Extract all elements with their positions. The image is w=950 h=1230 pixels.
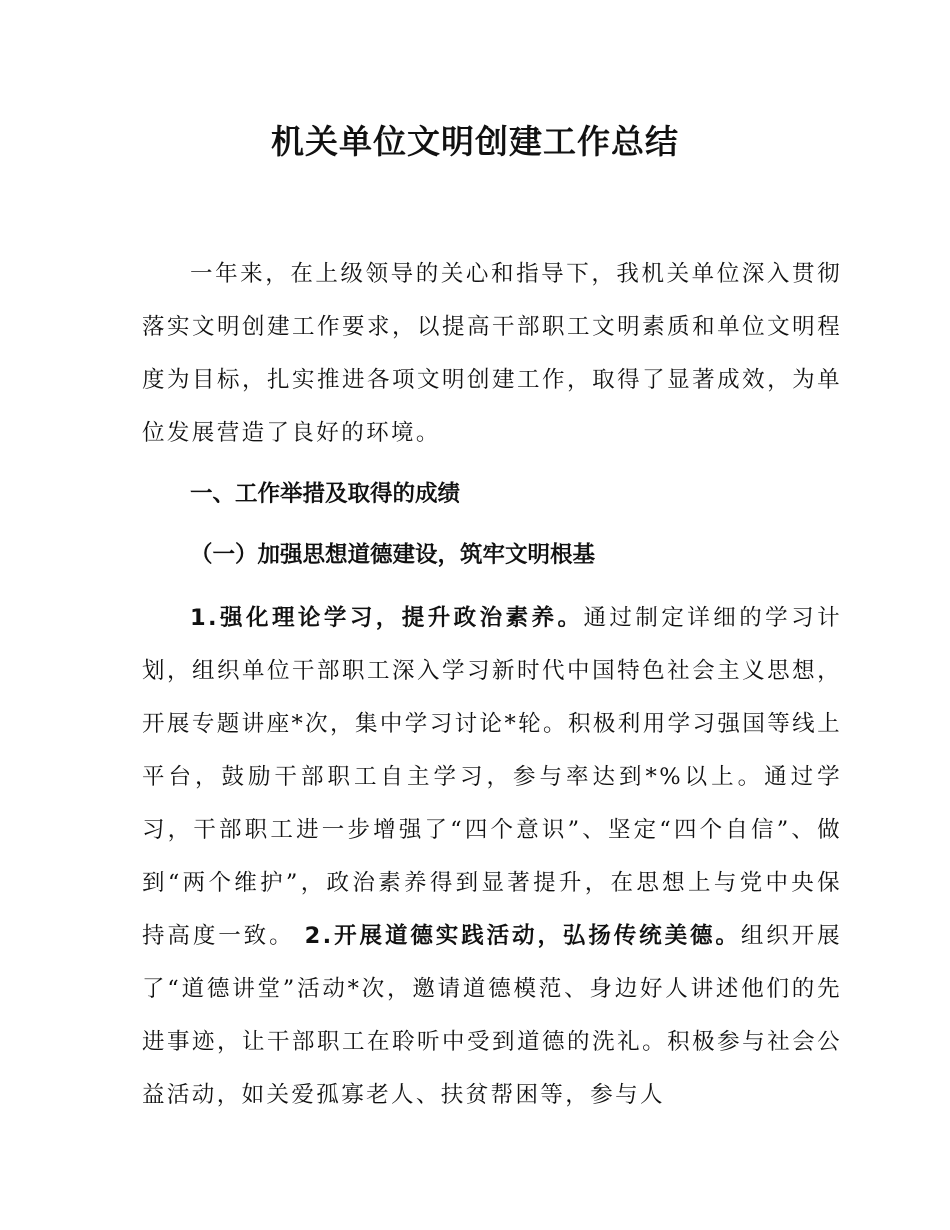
subsection-heading: （一）加强思想道德建设，筑牢文明根基 bbox=[190, 542, 596, 568]
item-2-lead: 2.开展道德实践活动，弘扬传统美德。 bbox=[304, 923, 741, 949]
item-2-text: 组织开展了“道德讲堂”活动*次，邀请道德模范、身边好人讲述他们的先进事迹，让干部职工在聆听中受到道德的洗礼。积极参与社会公益活动，如关爱孤寡老人、扶贫帮困等，参与人 bbox=[142, 923, 843, 1108]
section-heading: 一、工作举措及取得的成绩 bbox=[190, 481, 461, 507]
document-title: 机关单位文明创建工作总结 bbox=[271, 122, 679, 161]
item-1-text: 通过制定详细的学习计划，组织单位干部职工深入学习新时代中国特色社会主义思想，开展专题讲座*次，集中学习讨论*轮。积极利用学习强国等线上平台，鼓励干部职工自主学习，参与率达到*%以上。通过学习，干部职工进一步增强了“四个意识”、坚定“四个自信”、做到“两个维护”，政治素养得到显著提升，在思想上与党中央保持高度一致。 bbox=[142, 605, 842, 949]
item-1-lead: 1.强化理论学习，提升政治素养。 bbox=[190, 605, 584, 631]
intro-paragraph: 一年来，在上级领导的关心和指导下，我机关单位深入贯彻落实文明创建工作要求，以提高干部职工文明素质和单位文明程度为目标，扎实推进各项文明创建工作，取得了显著成效，为单位发展营造了良好的环境。 bbox=[142, 261, 842, 446]
body-paragraph bbox=[142, 592, 842, 1122]
